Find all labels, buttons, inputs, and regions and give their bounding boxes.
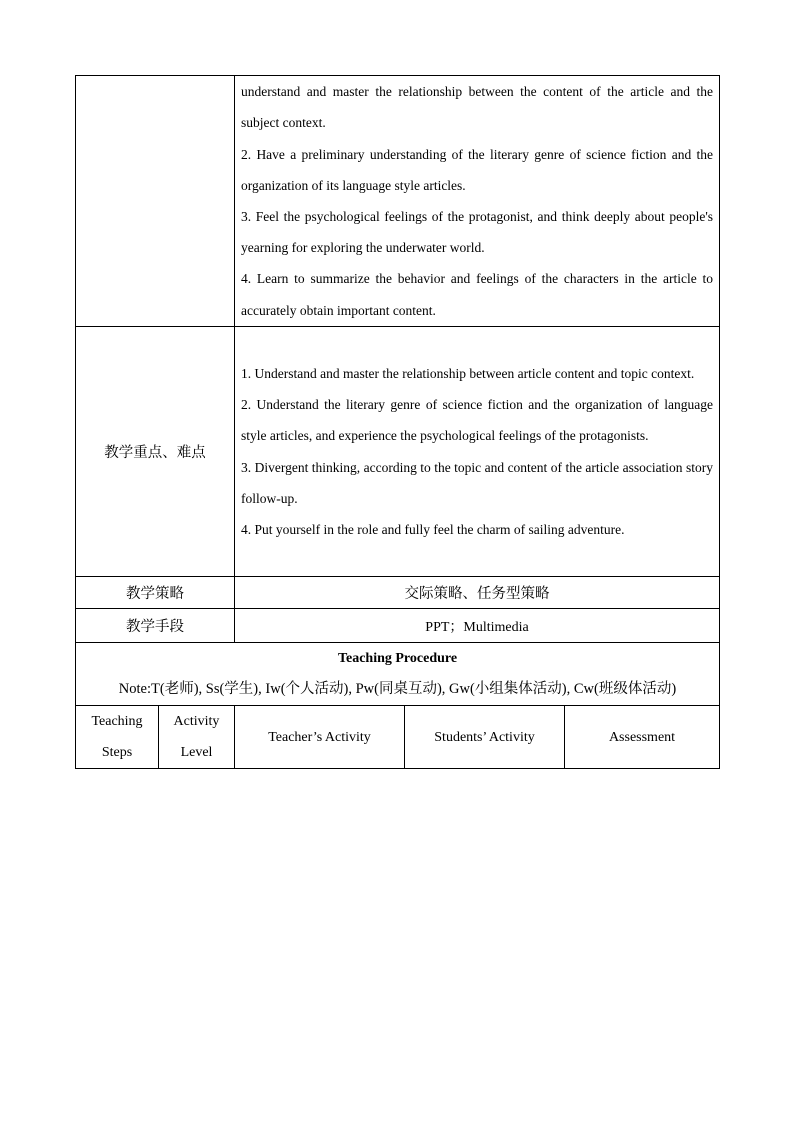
means-row: [76, 609, 720, 643]
strategy-row: [76, 577, 720, 609]
header-students-activity: Students’ Activity: [405, 706, 565, 769]
objectives-label-cell: [76, 76, 235, 327]
procedure-note: Note:T(老师), Ss(学生), Iw(个人活动), Pw(同桌互动), Gw(小组集体活动), Cw(班级体活动): [118, 681, 677, 697]
key-points-row: [76, 327, 720, 577]
header-teaching-steps: [76, 706, 159, 769]
header-teacher-activity: Teacher’s Activity: [235, 706, 405, 769]
header-activity-level: [159, 706, 235, 769]
procedure-header-row: [76, 706, 720, 769]
means-label: 教学手段: [76, 609, 235, 643]
key-point-item: 3. Divergent thinking, according to the topic and content of the article association story follow-up.: [241, 459, 714, 506]
procedure-cell: [76, 643, 720, 706]
objective-item: 3. Feel the psychological feelings of the protagonist, and think deeply about people's yearning for exploring the underwater world.: [241, 209, 714, 256]
lesson-plan-table: [75, 75, 720, 769]
header-activity-level-line2: Level: [180, 745, 213, 760]
means-value: PPT；Multimedia: [235, 609, 720, 643]
objectives-content-cell: [235, 76, 720, 327]
objective-item: understand and master the relationship between the content of the article and the subject context.: [241, 84, 714, 131]
objective-item: 4. Learn to summarize the behavior and feelings of the characters in the article to accurately obtain important content.: [241, 271, 714, 318]
key-point-item: 1. Understand and master the relationship between article content and topic context.: [241, 365, 695, 381]
objective-item: 2. Have a preliminary understanding of the literary genre of science fiction and the organization of its language style articles.: [241, 146, 714, 193]
key-points-content-cell: [235, 327, 720, 577]
header-activity-level-line1: Activity: [173, 714, 220, 729]
procedure-title: Teaching Procedure: [337, 651, 458, 666]
header-assessment: Assessment: [565, 706, 720, 769]
header-teaching-steps-line1: Teaching: [91, 714, 143, 729]
header-teaching-steps-line2: Steps: [101, 745, 133, 760]
strategy-value: 交际策略、任务型策略: [235, 577, 720, 609]
strategy-label: 教学策略: [76, 577, 235, 609]
key-points-label: 教学重点、难点: [76, 327, 235, 577]
key-point-item: 2. Understand the literary genre of science fiction and the organization of language style articles, and experience the psychological feelings of the protagonists.: [241, 397, 714, 444]
procedure-row: [76, 643, 720, 706]
objectives-row: [76, 76, 720, 327]
key-point-item: 4. Put yourself in the role and fully feel the charm of sailing adventure.: [241, 521, 625, 537]
